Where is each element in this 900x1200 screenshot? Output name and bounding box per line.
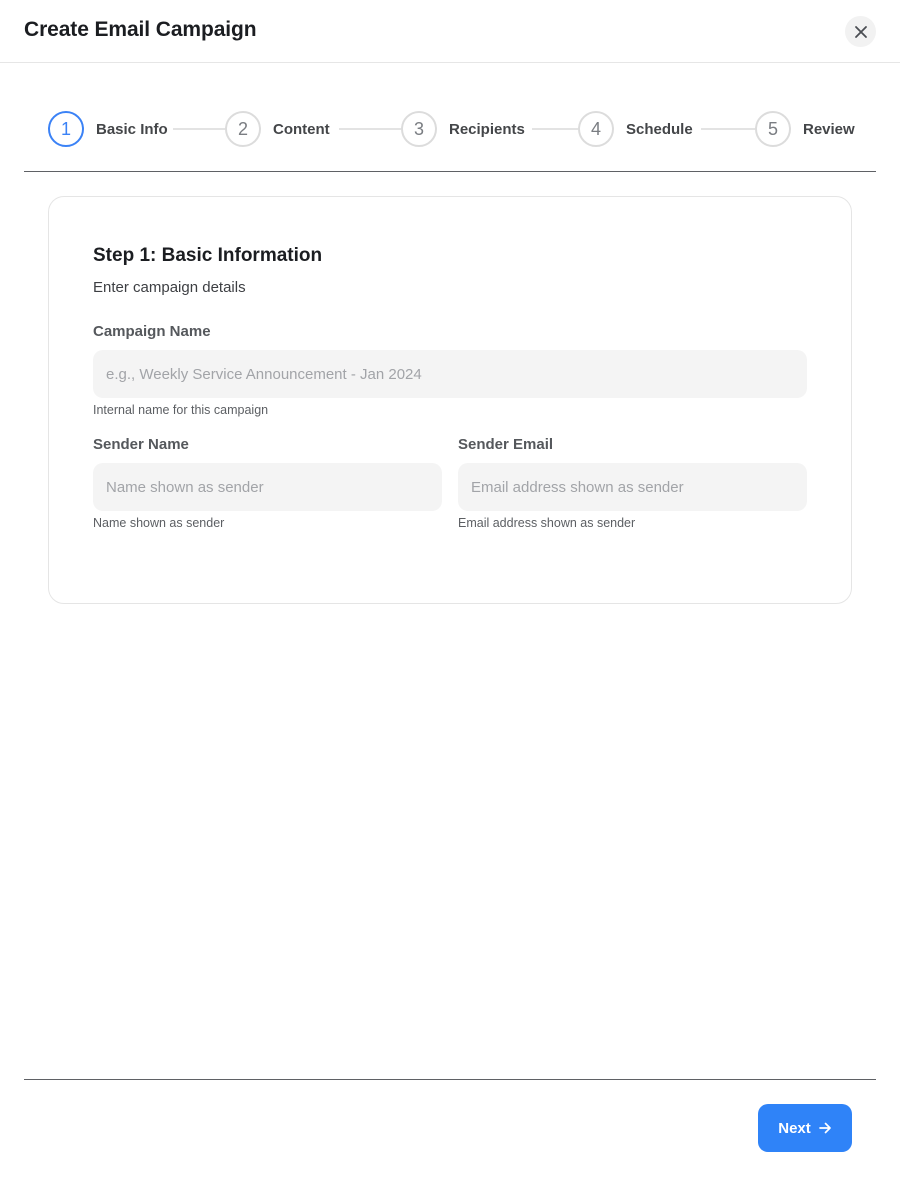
step-connector [701,128,755,130]
step-connector [339,128,401,130]
step-label: Recipients [449,120,525,138]
close-icon [854,25,868,39]
step-review[interactable] [755,111,855,147]
step-heading: Step 1: Basic Information [93,245,323,266]
footer-divider [24,1079,876,1080]
step-recipients[interactable] [401,111,525,147]
campaign-name-helper: Internal name for this campaign [93,403,269,417]
step-connector [173,128,225,130]
step-number: 2 [225,111,261,147]
campaign-name-input[interactable] [93,350,807,398]
step-basic-info[interactable] [48,111,168,147]
arrow-right-icon [818,1121,832,1135]
step-number: 3 [401,111,437,147]
step-connector [532,128,578,130]
sender-name-label: Sender Name [93,436,189,453]
sender-name-helper: Name shown as sender [93,516,225,530]
sender-name-input[interactable] [93,463,442,511]
step-number: 5 [755,111,791,147]
dialog-header [0,0,900,63]
campaign-name-label: Campaign Name [93,323,211,340]
step-label: Basic Info [96,120,168,138]
step-content[interactable] [225,111,330,147]
step-number: 1 [48,111,84,147]
sender-email-label: Sender Email [458,436,554,453]
next-button[interactable] [758,1104,852,1152]
stepper [24,63,876,172]
basic-info-card [48,196,852,604]
next-button-label: Next [778,1119,811,1137]
sender-email-helper: Email address shown as sender [458,516,636,530]
step-label: Content [273,120,330,138]
step-label: Review [803,120,855,138]
dialog-title: Create Email Campaign [24,18,257,41]
step-subheading: Enter campaign details [93,279,246,296]
step-label: Schedule [626,120,693,138]
step-number: 4 [578,111,614,147]
sender-email-input[interactable] [458,463,807,511]
close-button[interactable] [845,16,876,47]
step-schedule[interactable] [578,111,693,147]
